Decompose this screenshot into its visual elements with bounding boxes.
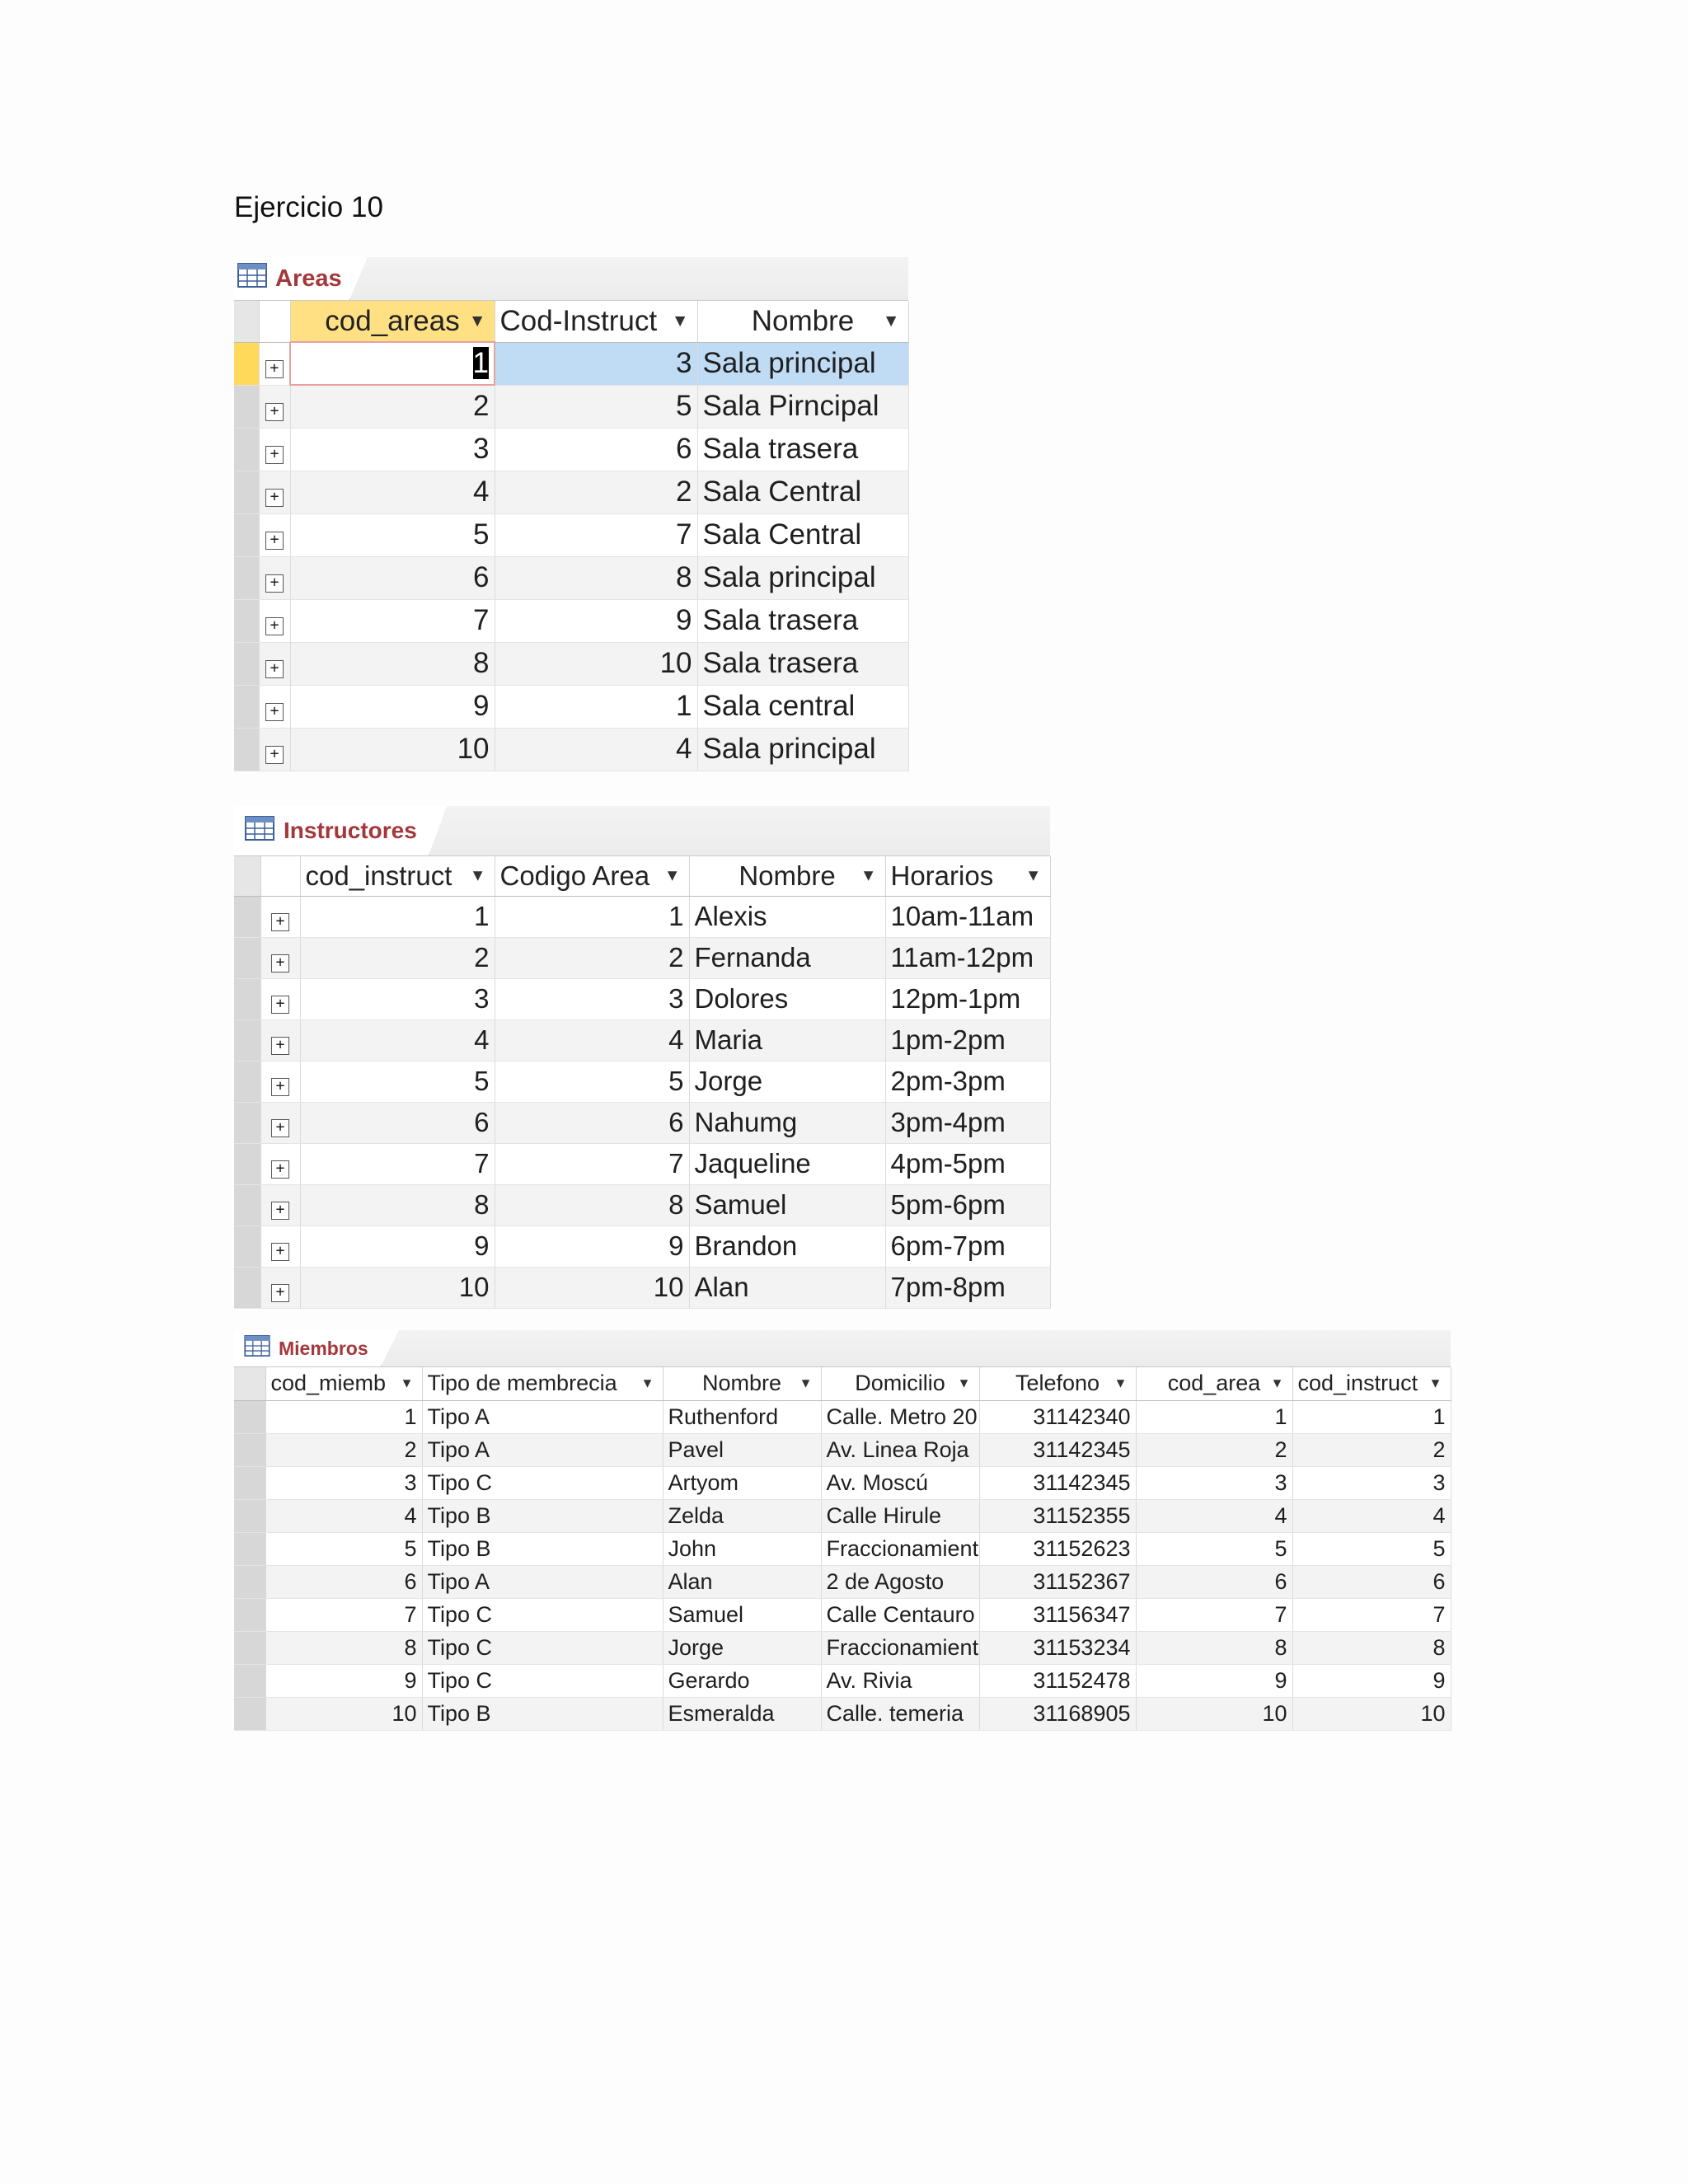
row-selector[interactable] [234,1664,265,1697]
table-cell[interactable]: 31156347 [979,1598,1136,1631]
expand-cell [260,937,300,978]
expand-plus-icon[interactable]: + [271,1202,289,1220]
select-all-corner[interactable] [234,301,259,342]
table-cell[interactable]: 8 [265,1631,422,1664]
table-cell[interactable]: Sala trasera [697,428,908,471]
sort-arrow-icon[interactable]: ▼ [882,311,900,330]
table-cell[interactable]: Calle. Metro 20 [821,1400,979,1433]
table-cell[interactable]: 1 [265,1400,422,1433]
table-cell[interactable]: Zelda [663,1499,821,1532]
expand-cell [259,471,290,513]
table-cell[interactable]: Gerardo [663,1664,821,1697]
expand-cell [259,642,290,685]
table-cell[interactable]: 1 [495,685,697,728]
table-cell[interactable]: 2 [495,471,697,513]
expand-cell [260,1061,300,1102]
table-cell[interactable]: Av. Moscú [821,1466,979,1499]
table-cell[interactable]: 8 [300,1184,495,1226]
expand-cell [260,896,300,937]
sort-arrow-icon[interactable]: ▼ [671,311,689,330]
miembros-table [234,1330,1451,1731]
table-cell[interactable]: Fraccionamient [821,1532,979,1565]
table-cell[interactable]: Jorge [663,1631,821,1664]
table-row[interactable] [234,1184,1050,1226]
table-cell[interactable]: 2 [1292,1433,1451,1466]
table-cell[interactable]: 10 [300,1267,495,1308]
table-cell[interactable]: John [663,1532,821,1565]
expand-plus-icon[interactable]: + [265,746,284,764]
table-cell[interactable]: Sala Central [697,513,908,556]
table-cell[interactable]: 4 [495,1019,689,1061]
expand-cell [260,1226,300,1267]
instructores-tab-bar [234,806,1050,856]
table-cell[interactable]: 9 [1136,1664,1292,1697]
table-cell[interactable]: 7 [290,599,495,642]
table-cell[interactable]: 7 [495,513,697,556]
expand-plus-icon[interactable]: + [265,489,284,507]
expand-plus-icon[interactable]: + [265,660,284,678]
table-row[interactable] [234,471,908,513]
table-cell[interactable]: 31142340 [979,1400,1136,1433]
miembros-grid [234,1367,1451,1731]
sort-arrow-icon[interactable]: ▼ [663,866,681,885]
table-row[interactable] [234,1598,1451,1631]
row-selector[interactable] [234,428,259,471]
areas-table [234,257,908,771]
expand-plus-icon[interactable]: + [271,913,289,931]
expand-cell [260,1184,300,1226]
table-cell[interactable]: 5 [495,1061,689,1102]
expand-plus-icon[interactable]: + [271,1037,289,1055]
table-cell[interactable]: 5 [495,385,697,428]
table-cell[interactable]: 5 [300,1061,495,1102]
expand-plus-icon[interactable]: + [271,1160,289,1179]
table-cell[interactable]: Sala Central [697,471,908,513]
sort-arrow-icon[interactable]: ▼ [1428,1376,1442,1391]
table-cell[interactable]: 7 [1292,1598,1451,1631]
table-cell[interactable]: 2 [1136,1433,1292,1466]
table-cell[interactable]: 7pm-8pm [885,1267,1050,1308]
table-cell[interactable]: 6pm-7pm [885,1226,1050,1267]
table-cell[interactable]: 7 [300,1143,495,1184]
table-cell[interactable]: 1 [300,896,495,937]
row-selector[interactable] [234,1184,260,1226]
expand-cell [259,513,290,556]
table-cell[interactable]: Brandon [689,1226,885,1267]
row-selector[interactable] [234,513,259,556]
row-selector[interactable] [234,1433,265,1466]
table-cell[interactable]: 5 [290,513,495,556]
table-cell[interactable]: Dolores [689,978,885,1019]
row-selector[interactable] [234,385,259,428]
column-header-tipo-de-membrecia[interactable]: Tipo de membrecia ▼ [422,1367,663,1400]
table-cell[interactable]: 10 [495,1267,689,1308]
table-cell[interactable]: 1pm-2pm [885,1019,1050,1061]
table-cell[interactable]: Sala principal [697,556,908,599]
table-row[interactable] [234,728,908,771]
table-cell[interactable]: 6 [300,1102,495,1143]
expand-column-header [260,856,300,896]
table-cell[interactable]: 9 [1292,1664,1451,1697]
table-cell[interactable]: Fraccionamient [821,1631,979,1664]
row-selector[interactable] [234,599,259,642]
table-cell[interactable]: 7 [265,1598,422,1631]
sort-arrow-icon[interactable]: ▼ [1114,1376,1128,1391]
table-cell[interactable]: Alexis [689,896,885,937]
row-selector[interactable] [234,1102,260,1143]
table-cell[interactable]: 10 [290,728,495,771]
row-selector[interactable] [234,896,260,937]
row-selector[interactable] [234,1598,265,1631]
table-row[interactable] [234,1433,1451,1466]
table-cell[interactable]: Samuel [663,1598,821,1631]
row-selector[interactable] [234,1499,265,1532]
table-row[interactable] [234,1532,1451,1565]
tab-areas-label: Areas [275,265,342,292]
table-cell[interactable]: 5pm-6pm [885,1184,1050,1226]
sort-arrow-icon[interactable]: ▼ [957,1376,971,1391]
table-row[interactable] [234,685,908,728]
expand-plus-icon[interactable]: + [265,617,284,635]
expand-column-header [259,301,290,342]
expand-cell [259,385,290,428]
table-cell[interactable]: 31152623 [979,1532,1136,1565]
instructores-table [234,806,1050,1309]
sort-arrow-icon[interactable]: ▼ [1025,866,1042,885]
expand-plus-icon[interactable]: + [265,574,284,593]
expand-plus-icon[interactable]: + [265,446,284,464]
table-cell[interactable]: 3 [290,428,495,471]
table-row[interactable] [234,1499,1451,1532]
tab-areas[interactable] [234,257,350,300]
table-cell[interactable]: 2 [290,385,495,428]
sort-arrow-icon[interactable]: ▼ [469,866,486,885]
tab-instructores-label: Instructores [284,818,417,843]
column-header-horarios[interactable]: Horarios ▼ [885,856,1050,896]
column-header-codigo-area[interactable]: Codigo Area ▼ [495,856,689,896]
column-header-nombre[interactable]: Nombre ▼ [697,301,908,342]
instructores-grid [234,856,1051,1309]
table-row[interactable] [234,1061,1050,1102]
table-cell[interactable]: Sala principal [697,728,908,771]
table-row[interactable] [234,428,908,471]
table-cell[interactable]: Sala Pirncipal [697,385,908,428]
expand-cell [259,599,290,642]
table-cell[interactable]: Tipo C [422,1466,663,1499]
table-cell[interactable]: Av. Rivia [821,1664,979,1697]
table-cell[interactable]: 31152367 [979,1565,1136,1598]
table-cell[interactable]: 8 [495,1184,689,1226]
table-row[interactable] [234,556,908,599]
row-selector[interactable] [234,1019,260,1061]
row-selector[interactable] [234,1143,260,1184]
table-cell[interactable]: 3 [1292,1466,1451,1499]
table-cell[interactable]: 3 [495,978,689,1019]
table-cell[interactable]: Jorge [689,1061,885,1102]
table-cell[interactable]: 6 [1136,1565,1292,1598]
table-cell[interactable]: 4 [265,1499,422,1532]
table-row[interactable] [234,1019,1050,1061]
table-cell[interactable]: 5 [1292,1532,1451,1565]
column-header-cod-instruct[interactable]: cod_instruct ▼ [300,856,495,896]
table-cell[interactable]: Sala trasera [697,642,908,685]
table-cell[interactable]: Maria [689,1019,885,1061]
table-cell[interactable]: 9 [495,599,697,642]
table-cell[interactable]: 9 [495,1226,689,1267]
sort-arrow-icon[interactable]: ▼ [468,311,486,330]
text-cursor-selection: 1 [472,347,489,379]
column-header-cod-instruct[interactable]: cod_instruct ▼ [1292,1367,1451,1400]
row-selector[interactable] [234,978,260,1019]
table-cell[interactable]: 31142345 [979,1466,1136,1499]
table-cell[interactable]: Calle Hirule [821,1499,979,1532]
table-row[interactable] [234,642,908,685]
areas-grid [234,301,909,771]
expand-plus-icon[interactable]: + [265,360,284,378]
miembros-tab-bar [234,1330,1451,1367]
column-header-cod-area[interactable]: cod_area ▼ [1136,1367,1292,1400]
expand-cell [259,556,290,599]
table-cell[interactable]: 6 [495,428,697,471]
tab-miembros-label: Miembros [279,1337,368,1359]
table-cell[interactable]: Fernanda [689,937,885,978]
row-selector[interactable] [234,471,259,513]
expand-cell [259,728,290,771]
expand-cell [260,1019,300,1061]
select-all-corner[interactable] [234,856,260,896]
column-header-nombre[interactable]: Nombre ▼ [689,856,885,896]
table-cell[interactable]: 4 [495,728,697,771]
row-selector[interactable] [234,642,259,685]
table-cell[interactable]: 8 [1136,1631,1292,1664]
table-icon [237,263,267,294]
table-cell[interactable]: Tipo B [422,1697,663,1730]
expand-plus-icon[interactable]: + [271,1243,289,1261]
table-cell[interactable]: 3 [1136,1466,1292,1499]
column-header-cod-instruct[interactable]: Cod-Instruct ▼ [495,301,697,342]
table-cell[interactable]: 31153234 [979,1631,1136,1664]
table-row[interactable] [234,1664,1451,1697]
expand-cell [259,342,290,385]
table-cell[interactable]: 4 [1292,1499,1451,1532]
document-title: Ejercicio 10 [234,191,383,223]
sort-arrow-icon[interactable]: ▼ [860,866,877,885]
column-header-cod-miemb[interactable]: cod_miemb ▼ [265,1367,422,1400]
table-row[interactable] [234,513,908,556]
table-icon [244,816,275,846]
row-selector[interactable] [234,1226,260,1267]
table-row[interactable] [234,342,908,385]
table-cell[interactable]: 1 [1292,1400,1451,1433]
table-row[interactable] [234,1697,1451,1730]
row-selector[interactable] [234,685,259,728]
table-row[interactable] [234,978,1050,1019]
table-cell[interactable]: 3 [265,1466,422,1499]
table-cell[interactable]: 3 [495,342,697,385]
table-cell[interactable]: 11am-12pm [885,937,1050,978]
row-selector[interactable] [234,1267,260,1308]
table-cell[interactable]: 4 [290,471,495,513]
row-selector[interactable] [234,1532,265,1565]
row-selector[interactable] [234,556,259,599]
table-cell[interactable]: Nahumg [689,1102,885,1143]
table-cell[interactable]: 10 [1136,1697,1292,1730]
table-cell[interactable]: 2 [265,1433,422,1466]
table-cell[interactable]: Ruthenford [663,1400,821,1433]
expand-cell [259,428,290,471]
table-cell[interactable]: Tipo A [422,1565,663,1598]
table-cell[interactable]: Tipo C [422,1664,663,1697]
table-cell[interactable]: Tipo C [422,1598,663,1631]
table-cell[interactable]: Tipo C [422,1631,663,1664]
table-row[interactable] [234,385,908,428]
table-cell[interactable]: 5 [265,1532,422,1565]
table-cell[interactable]: Sala principal [697,342,908,385]
row-selector[interactable] [234,1400,265,1433]
table-cell[interactable]: 1 [495,896,689,937]
table-cell[interactable]: Tipo A [422,1400,663,1433]
table-cell[interactable]: 6 [265,1565,422,1598]
table-cell[interactable]: 2pm-3pm [885,1061,1050,1102]
table-cell[interactable]: Esmeralda [663,1697,821,1730]
table-cell[interactable]: 6 [495,1102,689,1143]
table-cell[interactable]: 5 [1136,1532,1292,1565]
table-cell[interactable]: Alan [663,1565,821,1598]
table-cell[interactable]: 12pm-1pm [885,978,1050,1019]
table-row[interactable] [234,1143,1050,1184]
expand-plus-icon[interactable]: + [265,703,284,721]
sort-arrow-icon[interactable]: ▼ [799,1376,813,1391]
table-cell[interactable]: Samuel [689,1184,885,1226]
expand-plus-icon[interactable]: + [271,1284,289,1302]
expand-plus-icon[interactable]: + [271,1119,289,1137]
table-cell[interactable]: Calle. temeria [821,1697,979,1730]
column-header-telefono[interactable]: Telefono ▼ [979,1367,1136,1400]
table-cell[interactable] [290,342,495,385]
table-row[interactable] [234,937,1050,978]
table-cell[interactable]: 7 [495,1143,689,1184]
areas-tab-bar [234,257,908,301]
expand-cell [260,1267,300,1308]
table-row[interactable] [234,1226,1050,1267]
table-cell[interactable]: Tipo A [422,1433,663,1466]
table-cell[interactable]: 4 [300,1019,495,1061]
row-selector[interactable] [234,1697,265,1730]
expand-plus-icon[interactable]: + [271,954,289,972]
table-cell[interactable]: 31168905 [979,1697,1136,1730]
table-row[interactable] [234,599,908,642]
expand-cell [260,1143,300,1184]
table-cell[interactable]: 9 [265,1664,422,1697]
table-cell[interactable]: 10 [1292,1697,1451,1730]
table-cell[interactable]: 8 [1292,1631,1451,1664]
sort-arrow-icon[interactable]: ▼ [640,1376,654,1391]
tab-instructores[interactable] [234,806,429,855]
table-cell[interactable]: 2 [495,937,689,978]
table-row[interactable] [234,1466,1451,1499]
table-row[interactable] [234,896,1050,937]
table-cell[interactable]: 10 [265,1697,422,1730]
expand-plus-icon[interactable]: + [271,996,289,1014]
table-cell[interactable]: 31142345 [979,1433,1136,1466]
table-cell[interactable]: Tipo B [422,1499,663,1532]
table-row[interactable] [234,1267,1050,1308]
table-row[interactable] [234,1631,1451,1664]
column-header-domicilio[interactable]: Domicilio ▼ [821,1367,979,1400]
table-cell[interactable]: 2 [300,937,495,978]
table-cell[interactable]: 9 [290,685,495,728]
table-cell[interactable]: Jaqueline [689,1143,885,1184]
expand-plus-icon[interactable]: + [265,403,284,421]
expand-cell [260,1102,300,1143]
row-selector[interactable] [234,1061,260,1102]
table-cell[interactable]: 2 de Agosto [821,1565,979,1598]
table-cell[interactable]: Artyom [663,1466,821,1499]
table-cell[interactable]: 3pm-4pm [885,1102,1050,1143]
table-cell[interactable]: Sala trasera [697,599,908,642]
table-row[interactable] [234,1565,1451,1598]
table-icon [244,1335,270,1361]
table-cell[interactable]: 4pm-5pm [885,1143,1050,1184]
row-selector[interactable] [234,728,259,771]
table-cell[interactable]: 31152478 [979,1664,1136,1697]
sort-arrow-icon[interactable]: ▼ [400,1376,414,1391]
column-header-nombre[interactable]: Nombre ▼ [663,1367,821,1400]
expand-cell [260,978,300,1019]
table-cell[interactable]: Sala central [697,685,908,728]
row-selector[interactable] [234,342,259,385]
table-row[interactable] [234,1102,1050,1143]
row-selector[interactable] [234,1631,265,1664]
table-cell[interactable]: 1 [1136,1400,1292,1433]
select-all-corner[interactable] [234,1367,265,1400]
row-selector[interactable] [234,1466,265,1499]
tab-miembros[interactable] [234,1330,382,1366]
table-cell[interactable]: 8 [290,642,495,685]
table-cell[interactable]: 10 [495,642,697,685]
column-header-cod-areas[interactable]: cod_areas ▼ [290,301,495,342]
expand-cell [259,685,290,728]
table-cell[interactable]: 9 [300,1226,495,1267]
table-cell[interactable]: 4 [1136,1499,1292,1532]
table-cell[interactable]: Pavel [663,1433,821,1466]
table-cell[interactable]: 3 [300,978,495,1019]
table-cell[interactable]: 6 [290,556,495,599]
table-cell[interactable]: Av. Linea Roja [821,1433,979,1466]
sort-arrow-icon[interactable]: ▼ [1270,1376,1284,1391]
table-cell[interactable]: Calle Centauro [821,1598,979,1631]
table-cell[interactable]: 6 [1292,1565,1451,1598]
table-cell[interactable]: Tipo B [422,1532,663,1565]
table-cell[interactable]: 8 [495,556,697,599]
table-cell[interactable]: 31152355 [979,1499,1136,1532]
table-cell[interactable]: 7 [1136,1598,1292,1631]
expand-plus-icon[interactable]: + [265,532,284,550]
table-cell[interactable]: 10am-11am [885,896,1050,937]
table-row[interactable] [234,1400,1451,1433]
table-cell[interactable]: Alan [689,1267,885,1308]
expand-plus-icon[interactable]: + [271,1078,289,1096]
row-selector[interactable] [234,937,260,978]
row-selector[interactable] [234,1565,265,1598]
